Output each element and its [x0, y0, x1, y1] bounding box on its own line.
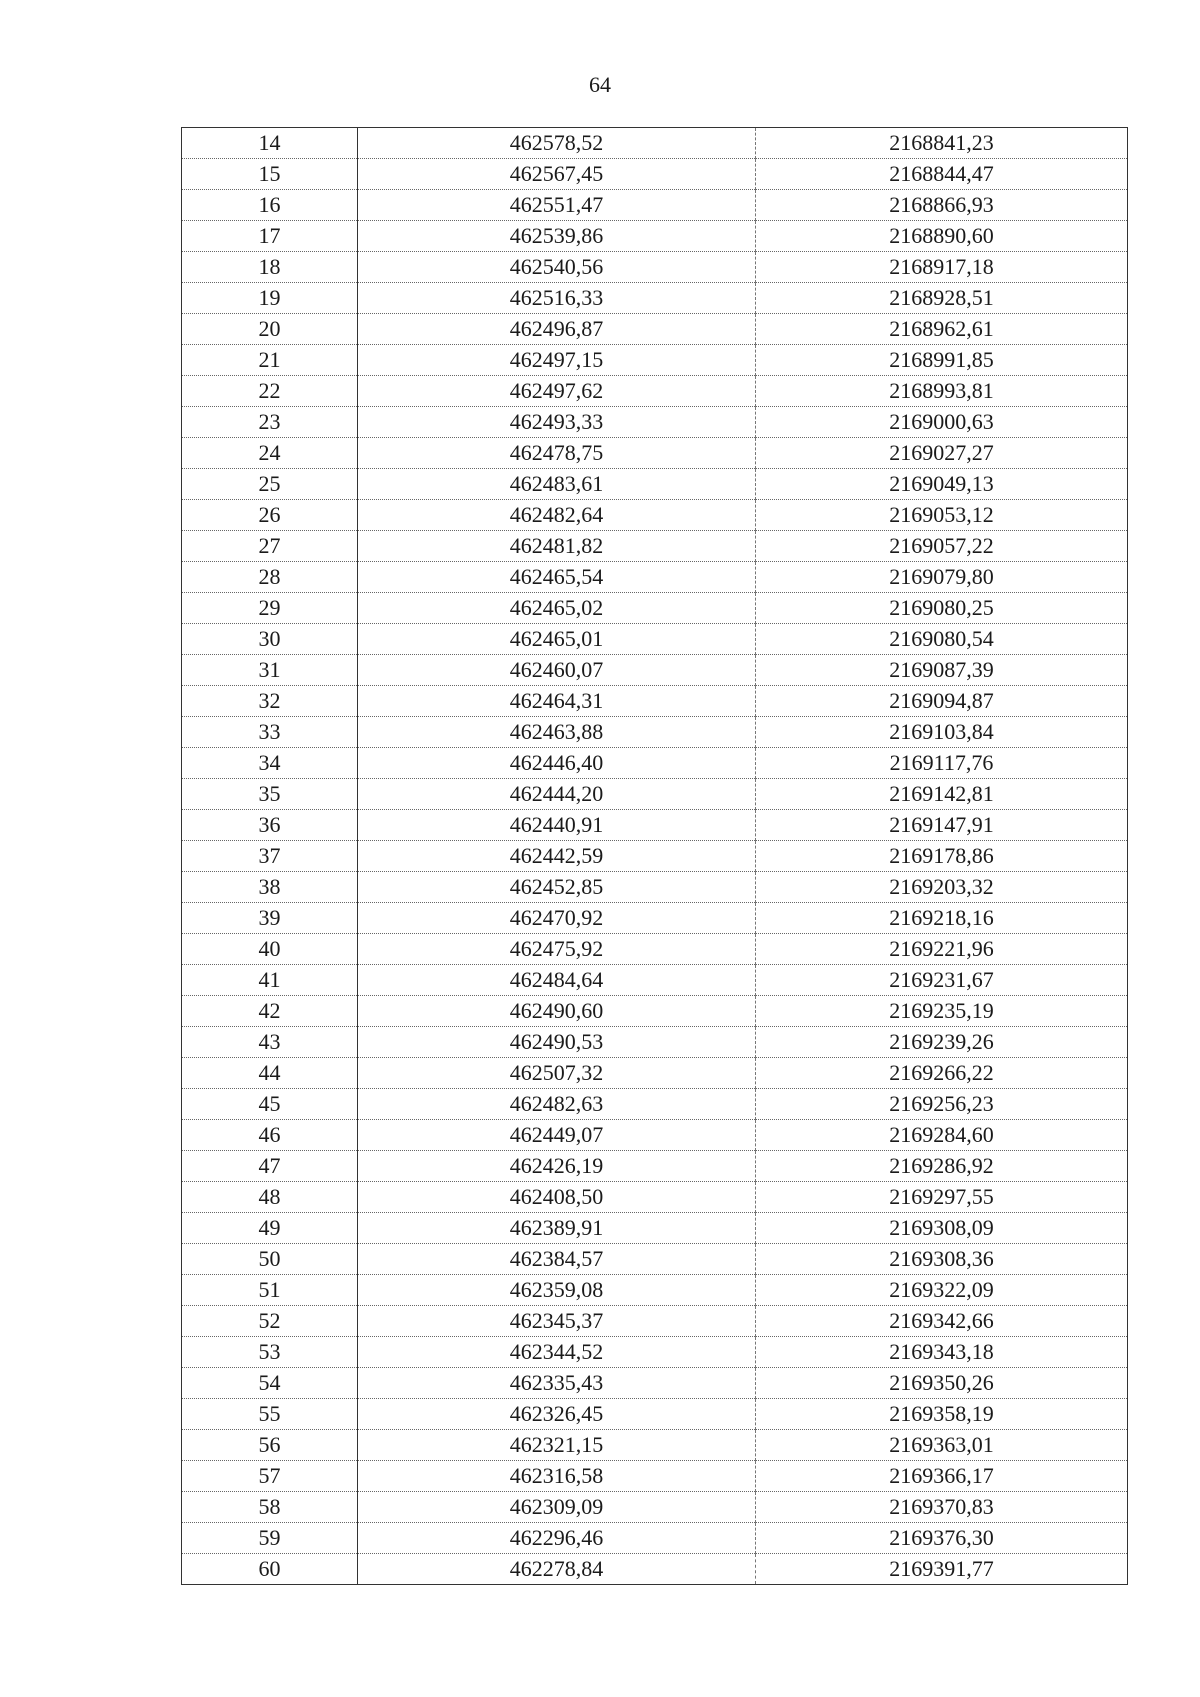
table-row: [182, 1213, 1128, 1244]
x-coordinate-cell: 462483,61: [358, 469, 756, 500]
table-row: [182, 934, 1128, 965]
point-number-cell: 51: [182, 1275, 358, 1306]
x-coordinate-cell: 462490,60: [358, 996, 756, 1027]
point-number-cell: 15: [182, 159, 358, 190]
y-coordinate-cell: 2169343,18: [756, 1337, 1128, 1368]
point-number-cell: 17: [182, 221, 358, 252]
y-coordinate-cell: 2169087,39: [756, 655, 1128, 686]
point-number-cell: 28: [182, 562, 358, 593]
point-number-cell: 57: [182, 1461, 358, 1492]
table-row: [182, 996, 1128, 1027]
x-coordinate-cell: 462465,54: [358, 562, 756, 593]
y-coordinate-cell: 2169239,26: [756, 1027, 1128, 1058]
y-coordinate-cell: 2169094,87: [756, 686, 1128, 717]
point-number-cell: 27: [182, 531, 358, 562]
y-coordinate-cell: 2168917,18: [756, 252, 1128, 283]
table-row: [182, 1182, 1128, 1213]
table-body: [182, 128, 1128, 1585]
point-number-cell: 45: [182, 1089, 358, 1120]
table-row: [182, 779, 1128, 810]
table-row: [182, 1554, 1128, 1585]
table-row: [182, 1027, 1128, 1058]
table-row: [182, 1151, 1128, 1182]
y-coordinate-cell: 2169147,91: [756, 810, 1128, 841]
table-row: [182, 1492, 1128, 1523]
table-row: [182, 314, 1128, 345]
table-row: [182, 1337, 1128, 1368]
x-coordinate-cell: 462321,15: [358, 1430, 756, 1461]
table-row: [182, 252, 1128, 283]
y-coordinate-cell: 2169370,83: [756, 1492, 1128, 1523]
x-coordinate-cell: 462359,08: [358, 1275, 756, 1306]
x-coordinate-cell: 462460,07: [358, 655, 756, 686]
table-row: [182, 345, 1128, 376]
y-coordinate-cell: 2168841,23: [756, 128, 1128, 159]
point-number-cell: 30: [182, 624, 358, 655]
y-coordinate-cell: 2169308,09: [756, 1213, 1128, 1244]
point-number-cell: 16: [182, 190, 358, 221]
table-row: [182, 376, 1128, 407]
point-number-cell: 44: [182, 1058, 358, 1089]
y-coordinate-cell: 2169322,09: [756, 1275, 1128, 1306]
table-row: [182, 438, 1128, 469]
point-number-cell: 18: [182, 252, 358, 283]
y-coordinate-cell: 2169080,54: [756, 624, 1128, 655]
table-row: [182, 872, 1128, 903]
point-number-cell: 19: [182, 283, 358, 314]
y-coordinate-cell: 2169049,13: [756, 469, 1128, 500]
x-coordinate-cell: 462384,57: [358, 1244, 756, 1275]
table-row: [182, 469, 1128, 500]
y-coordinate-cell: 2169297,55: [756, 1182, 1128, 1213]
table-row: [182, 1461, 1128, 1492]
y-coordinate-cell: 2169235,19: [756, 996, 1128, 1027]
y-coordinate-cell: 2168844,47: [756, 159, 1128, 190]
point-number-cell: 59: [182, 1523, 358, 1554]
table-row: [182, 965, 1128, 996]
y-coordinate-cell: 2169178,86: [756, 841, 1128, 872]
table-row: [182, 810, 1128, 841]
table-row: [182, 717, 1128, 748]
y-coordinate-cell: 2169117,76: [756, 748, 1128, 779]
x-coordinate-cell: 462426,19: [358, 1151, 756, 1182]
point-number-cell: 37: [182, 841, 358, 872]
x-coordinate-cell: 462482,63: [358, 1089, 756, 1120]
x-coordinate-cell: 462465,02: [358, 593, 756, 624]
point-number-cell: 58: [182, 1492, 358, 1523]
x-coordinate-cell: 462578,52: [358, 128, 756, 159]
x-coordinate-cell: 462496,87: [358, 314, 756, 345]
point-number-cell: 36: [182, 810, 358, 841]
x-coordinate-cell: 462296,46: [358, 1523, 756, 1554]
x-coordinate-cell: 462567,45: [358, 159, 756, 190]
table-row: [182, 1058, 1128, 1089]
y-coordinate-cell: 2168993,81: [756, 376, 1128, 407]
x-coordinate-cell: 462326,45: [358, 1399, 756, 1430]
point-number-cell: 22: [182, 376, 358, 407]
point-number-cell: 56: [182, 1430, 358, 1461]
point-number-cell: 53: [182, 1337, 358, 1368]
point-number-cell: 55: [182, 1399, 358, 1430]
x-coordinate-cell: 462539,86: [358, 221, 756, 252]
point-number-cell: 47: [182, 1151, 358, 1182]
y-coordinate-cell: 2169203,32: [756, 872, 1128, 903]
y-coordinate-cell: 2169000,63: [756, 407, 1128, 438]
y-coordinate-cell: 2169218,16: [756, 903, 1128, 934]
table-row: [182, 407, 1128, 438]
point-number-cell: 46: [182, 1120, 358, 1151]
x-coordinate-cell: 462335,43: [358, 1368, 756, 1399]
x-coordinate-cell: 462475,92: [358, 934, 756, 965]
table-row: [182, 531, 1128, 562]
y-coordinate-cell: 2169079,80: [756, 562, 1128, 593]
point-number-cell: 24: [182, 438, 358, 469]
table-row: [182, 1089, 1128, 1120]
point-number-cell: 52: [182, 1306, 358, 1337]
x-coordinate-cell: 462484,64: [358, 965, 756, 996]
point-number-cell: 39: [182, 903, 358, 934]
y-coordinate-cell: 2169027,27: [756, 438, 1128, 469]
table-row: [182, 655, 1128, 686]
point-number-cell: 49: [182, 1213, 358, 1244]
table-row: [182, 1523, 1128, 1554]
x-coordinate-cell: 462551,47: [358, 190, 756, 221]
table-row: [182, 624, 1128, 655]
x-coordinate-cell: 462482,64: [358, 500, 756, 531]
table-row: [182, 190, 1128, 221]
y-coordinate-cell: 2169363,01: [756, 1430, 1128, 1461]
x-coordinate-cell: 462408,50: [358, 1182, 756, 1213]
x-coordinate-cell: 462497,15: [358, 345, 756, 376]
y-coordinate-cell: 2169376,30: [756, 1523, 1128, 1554]
point-number-cell: 34: [182, 748, 358, 779]
point-number-cell: 43: [182, 1027, 358, 1058]
x-coordinate-cell: 462493,33: [358, 407, 756, 438]
point-number-cell: 40: [182, 934, 358, 965]
point-number-cell: 29: [182, 593, 358, 624]
y-coordinate-cell: 2169231,67: [756, 965, 1128, 996]
coordinates-table: [181, 127, 1128, 1585]
y-coordinate-cell: 2169053,12: [756, 500, 1128, 531]
point-number-cell: 48: [182, 1182, 358, 1213]
point-number-cell: 31: [182, 655, 358, 686]
x-coordinate-cell: 462316,58: [358, 1461, 756, 1492]
x-coordinate-cell: 462309,09: [358, 1492, 756, 1523]
y-coordinate-cell: 2169358,19: [756, 1399, 1128, 1430]
y-coordinate-cell: 2169350,26: [756, 1368, 1128, 1399]
point-number-cell: 54: [182, 1368, 358, 1399]
y-coordinate-cell: 2168890,60: [756, 221, 1128, 252]
table-row: [182, 1306, 1128, 1337]
y-coordinate-cell: 2168866,93: [756, 190, 1128, 221]
point-number-cell: 42: [182, 996, 358, 1027]
y-coordinate-cell: 2169286,92: [756, 1151, 1128, 1182]
point-number-cell: 60: [182, 1554, 358, 1585]
y-coordinate-cell: 2168991,85: [756, 345, 1128, 376]
table-row: [182, 221, 1128, 252]
y-coordinate-cell: 2169366,17: [756, 1461, 1128, 1492]
point-number-cell: 26: [182, 500, 358, 531]
point-number-cell: 41: [182, 965, 358, 996]
y-coordinate-cell: 2169080,25: [756, 593, 1128, 624]
table-row: [182, 283, 1128, 314]
x-coordinate-cell: 462507,32: [358, 1058, 756, 1089]
x-coordinate-cell: 462442,59: [358, 841, 756, 872]
x-coordinate-cell: 462497,62: [358, 376, 756, 407]
table-row: [182, 562, 1128, 593]
x-coordinate-cell: 462449,07: [358, 1120, 756, 1151]
y-coordinate-cell: 2168962,61: [756, 314, 1128, 345]
table-row: [182, 159, 1128, 190]
x-coordinate-cell: 462452,85: [358, 872, 756, 903]
table-row: [182, 1368, 1128, 1399]
page-number: 64: [589, 72, 611, 97]
table-row: [182, 1120, 1128, 1151]
y-coordinate-cell: 2169103,84: [756, 717, 1128, 748]
y-coordinate-cell: 2169142,81: [756, 779, 1128, 810]
x-coordinate-cell: 462446,40: [358, 748, 756, 779]
x-coordinate-cell: 462464,31: [358, 686, 756, 717]
table-row: [182, 500, 1128, 531]
table-row: [182, 128, 1128, 159]
y-coordinate-cell: 2169284,60: [756, 1120, 1128, 1151]
table-row: [182, 1275, 1128, 1306]
y-coordinate-cell: 2169266,22: [756, 1058, 1128, 1089]
x-coordinate-cell: 462463,88: [358, 717, 756, 748]
point-number-cell: 23: [182, 407, 358, 438]
point-number-cell: 33: [182, 717, 358, 748]
x-coordinate-cell: 462345,37: [358, 1306, 756, 1337]
y-coordinate-cell: 2169221,96: [756, 934, 1128, 965]
point-number-cell: 20: [182, 314, 358, 345]
x-coordinate-cell: 462389,91: [358, 1213, 756, 1244]
point-number-cell: 35: [182, 779, 358, 810]
x-coordinate-cell: 462478,75: [358, 438, 756, 469]
point-number-cell: 25: [182, 469, 358, 500]
y-coordinate-cell: 2169391,77: [756, 1554, 1128, 1585]
table-row: [182, 1244, 1128, 1275]
y-coordinate-cell: 2169256,23: [756, 1089, 1128, 1120]
x-coordinate-cell: 462444,20: [358, 779, 756, 810]
x-coordinate-cell: 462516,33: [358, 283, 756, 314]
x-coordinate-cell: 462470,92: [358, 903, 756, 934]
x-coordinate-cell: 462490,53: [358, 1027, 756, 1058]
x-coordinate-cell: 462465,01: [358, 624, 756, 655]
y-coordinate-cell: 2169308,36: [756, 1244, 1128, 1275]
table-row: [182, 686, 1128, 717]
table-row: [182, 903, 1128, 934]
table-row: [182, 1399, 1128, 1430]
point-number-cell: 21: [182, 345, 358, 376]
point-number-cell: 32: [182, 686, 358, 717]
y-coordinate-cell: 2169057,22: [756, 531, 1128, 562]
table-row: [182, 841, 1128, 872]
y-coordinate-cell: 2168928,51: [756, 283, 1128, 314]
table-row: [182, 748, 1128, 779]
point-number-cell: 14: [182, 128, 358, 159]
x-coordinate-cell: 462481,82: [358, 531, 756, 562]
table-row: [182, 593, 1128, 624]
y-coordinate-cell: 2169342,66: [756, 1306, 1128, 1337]
table-row: [182, 1430, 1128, 1461]
x-coordinate-cell: 462344,52: [358, 1337, 756, 1368]
point-number-cell: 38: [182, 872, 358, 903]
x-coordinate-cell: 462440,91: [358, 810, 756, 841]
x-coordinate-cell: 462540,56: [358, 252, 756, 283]
x-coordinate-cell: 462278,84: [358, 1554, 756, 1585]
point-number-cell: 50: [182, 1244, 358, 1275]
